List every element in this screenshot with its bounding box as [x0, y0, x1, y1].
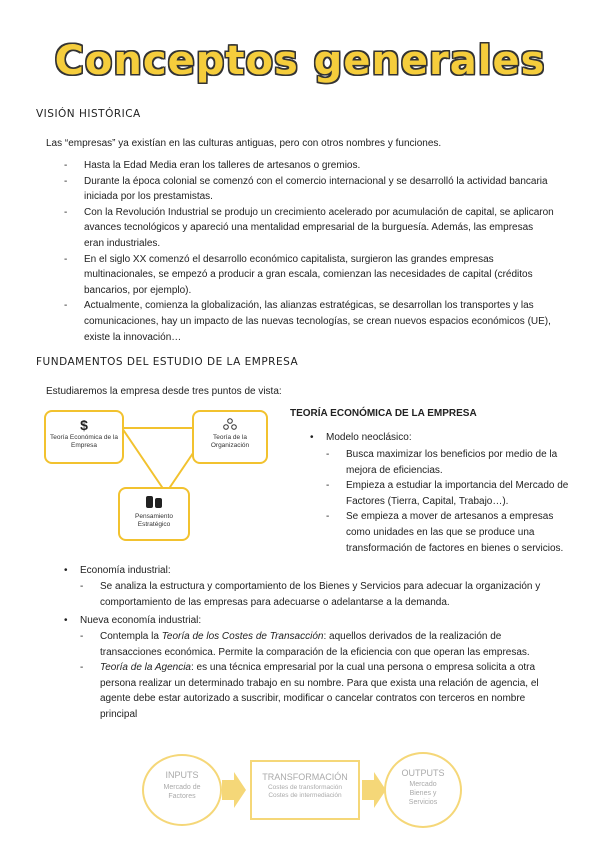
flow-outputs-sub: Mercado Bienes y Servicios [408, 781, 438, 806]
diagram-box-teoria-organizacion [192, 410, 268, 464]
list-item: - Teoría de la Agencia: es una técnica empresarial por la cual una persona o empresa solicita a otra persona realizar un determinado trabajo en su nombre. Para que exista una relación de agencia, el agente debe estar autorizado a suscribir, modificar o cancelar contratos con terceros en nombre principal [80, 660, 550, 722]
list-item: - Contempla la Teoría de los Costes de Transacción: aquellos derivados de la realización de transacciones económica. Permite la comparación de la eficiencia con que operan las empresas. [80, 629, 550, 660]
diagram-box-label: Teoría Económica de la Empresa [50, 434, 118, 449]
page-title: Conceptos generales [54, 38, 546, 84]
list-item: - Busca maximizar los beneficios por medio de la mejora de eficiencias. [326, 447, 576, 478]
list-item: - Se empieza a mover de artesanos a empresas como unidades en las que se produce una transformación de factores en bienes o servicios. [326, 509, 576, 556]
nueva-eco-list [80, 629, 550, 723]
modelo-label: Modelo neoclásico: [326, 432, 412, 443]
vision-list [64, 158, 554, 345]
section-heading-vision: VISIÓN HISTÓRICA [36, 108, 141, 120]
list-item: - Actualmente, comienza la globalización, las alianzas estratégicas, se desarrollan los transportes y las comunicaciones, hay un impacto de las nuevas tecnologías, se crean nuevos espacios económicos (UE), existe la innovación… [64, 298, 554, 345]
list-item: - Durante la época colonial se comenzó con el comercio internacional y se desarrolló la actividad bancaria iniciada por los prestamistas. [64, 174, 554, 205]
term-agencia: Teoría de la Agencia [100, 662, 191, 674]
flow-inputs-sub: Mercado de Factores [163, 784, 201, 800]
diagram-box-pensamiento [118, 487, 190, 541]
flow-outputs [384, 752, 462, 828]
diagram-box-teoria-economica [44, 410, 124, 464]
flow-trans-sub: Costes de transformación [267, 784, 343, 791]
teoria-economica-title: TEORÍA ECONÓMICA DE LA EMPRESA [290, 408, 477, 419]
flow-trans-sub: Costes de intermediación [268, 792, 342, 799]
bullet: • [64, 615, 68, 626]
term-costes: Teoría de los Costes de Transacción [161, 631, 324, 642]
org-icon [223, 417, 237, 431]
modelo-list [326, 447, 576, 556]
bullet: • [64, 565, 68, 576]
list-item: - Con la Revolución Industrial se produjo un crecimiento acelerado por acumulación de capital, se aplicaron avances tecnológicos y apareció una mentalidad empresarial de la burguesía. Además, las empresas eran industriales. [64, 205, 554, 252]
section-heading-fundamentos: FUNDAMENTOS DEL ESTUDIO DE LA EMPRESA [36, 356, 299, 368]
nueva-eco-label: Nueva economía industrial: [80, 615, 202, 626]
diagram-box-label: Teoría de la Organización [210, 434, 250, 449]
arrow-right-icon [222, 772, 246, 808]
flow-outputs-title: OUTPUTS [401, 768, 445, 778]
diagram-box-label: Pensamiento Estratégico [135, 513, 173, 528]
dollar-icon: $ [80, 417, 88, 433]
list-item: - Se analiza la estructura y comportamiento de los Bienes y Servicios para adecuar la organización y comportamiento de las empresas para adecuarse o adelantarse a la demanda. [80, 579, 555, 610]
eco-industrial-list [80, 579, 555, 610]
flow-inputs [142, 754, 222, 826]
flow-trans-title: TRANSFORMACIÓN [262, 772, 348, 782]
chess-icon [144, 494, 164, 510]
fundamentos-intro: Estudiaremos la empresa desde tres puntos de vista: [46, 386, 282, 397]
vision-intro: Las “empresas” ya existían en las culturas antiguas, pero con otros nombres y funciones. [46, 138, 442, 149]
list-item: - Hasta la Edad Media eran los talleres de artesanos o gremios. [64, 158, 554, 174]
bullet: • [310, 432, 314, 443]
list-item: - En el siglo XX comenzó el desarrollo económico capitalista, surgieron las grandes empresas multinacionales, se empezó a producir a gran escala, comienzan las necesidades de capital (créditos bancarios, por ejemplo). [64, 252, 554, 299]
flow-transformacion [250, 760, 360, 820]
eco-industrial-label: Economía industrial: [80, 565, 171, 576]
flow-inputs-title: INPUTS [165, 770, 199, 780]
list-item: - Empieza a estudiar la importancia del Mercado de Factores (Tierra, Capital, Trabajo…). [326, 478, 576, 509]
arrow-right-icon [362, 772, 386, 808]
